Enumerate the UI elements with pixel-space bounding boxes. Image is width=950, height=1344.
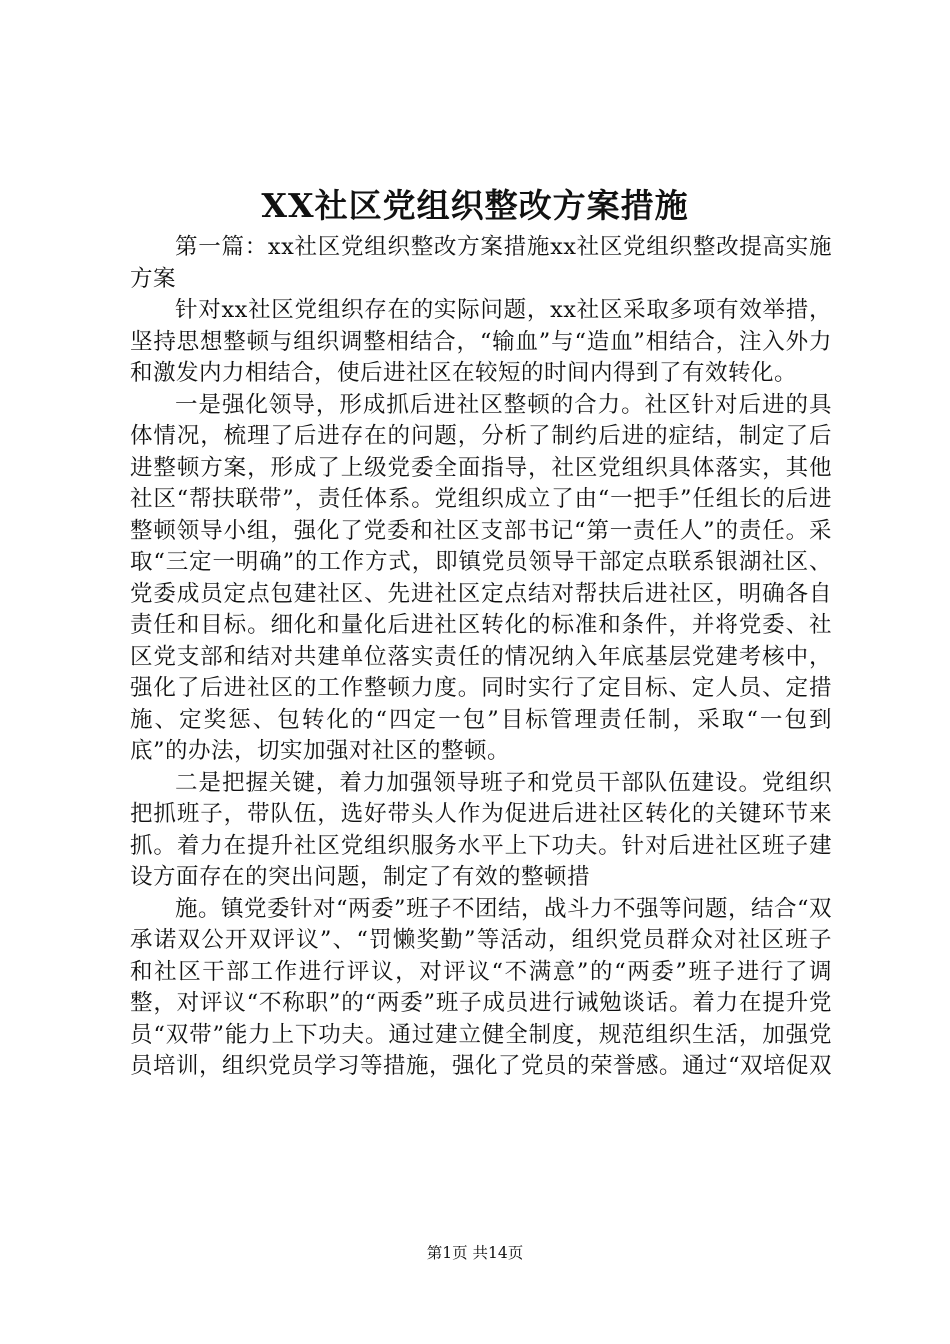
- paragraph-point-two: 二是把握关键，着力加强领导班子和党员干部队伍建设。党组织把抓班子，带队伍，选好带头人作为促进后进社区转化的关键环节来抓。着力在提升社区党组织服务水平上下功夫。针对后进社区班子建设方面存在的突出问题，制定了有效的整顿措: [130, 769, 832, 890]
- document-title: XX社区党组织整改方案措施: [261, 186, 689, 225]
- document-body: [130, 232, 832, 1083]
- page-footer: 第1页 共14页: [426, 1244, 524, 1262]
- paragraph-measures: 施。镇党委针对“两委”班子不团结，战斗力不强等问题，结合“双承诺双公开双评议”、“罚懒奖勤”等活动，组织党员群众对社区班子和社区干部工作进行评议，对评议“不满意”的“两委”班子进行了调整，对评议“不称职”的“两委”班子成员进行诫勉谈话。着力在提升党员“双带”能力上下功夫。通过建立健全制度，规范组织生活，加强党员培训，组织党员学习等措施，强化了党员的荣誉感。通过“双培促双: [130, 895, 833, 1079]
- paragraph-point-one: 一是强化领导，形成抓后进社区整顿的合力。社区针对后进的具体情况，梳理了后进存在的问题，分析了制约后进的症结，制定了后进整顿方案，形成了上级党委全面指导，社区党组织具体落实，其他社区“帮扶联带”，责任体系。党组织成立了由“一把手”任组长的后进整顿领导小组，强化了党委和社区支部书记“第一责任人”的责任。采取“三定一明确”的工作方式，即镇党员领导干部定点联系银湖社区、党委成员定点包建社区、先进社区定点结对帮扶后进社区，明确各自责任和目标。细化和量化后进社区转化的标准和条件，并将党委、社区党支部和结对共建单位落实责任的情况纳入年底基层党建考核中，强化了后进社区的工作整顿力度。同时实行了定目标、定人员、定措施、定奖惩、包转化的“四定一包”目标管理责任制，采取“一包到底”的办法，切实加强对社区的整顿。: [130, 391, 832, 764]
- paragraph-heading: 第一篇：xx社区党组织整改方案措施xx社区党组织整改提高实施方案: [130, 234, 832, 292]
- paragraph-intro: 针对xx社区党组织存在的实际问题，xx社区采取多项有效举措，坚持思想整顿与组织调整相结合，“输血”与“造血”相结合，注入外力和激发内力相结合，使后进社区在较短的时间内得到了有效转化。: [130, 297, 832, 386]
